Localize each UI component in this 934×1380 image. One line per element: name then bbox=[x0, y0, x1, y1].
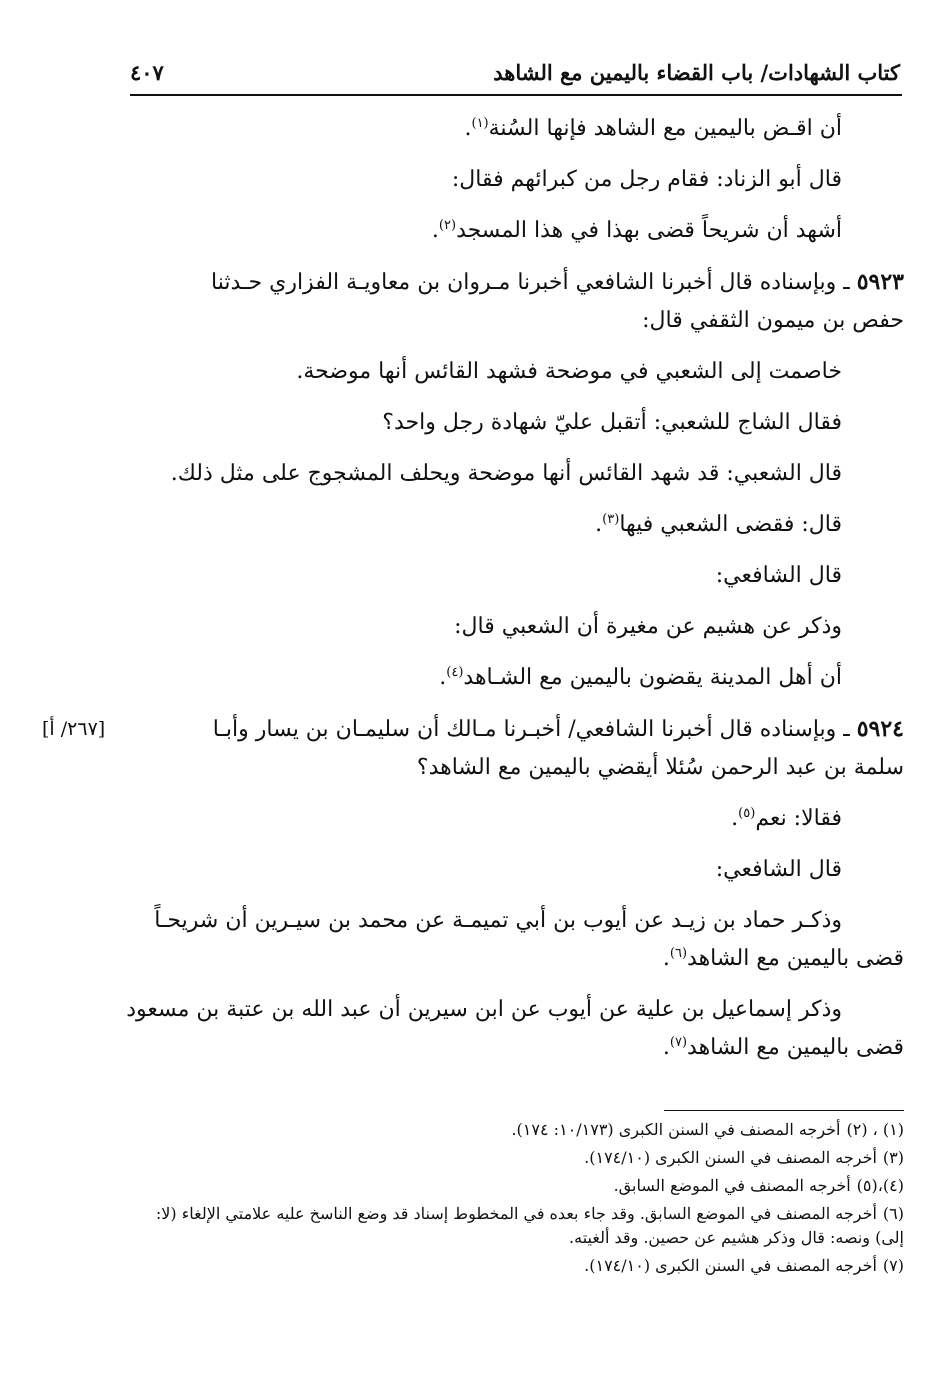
paragraph: خاصمت إلى الشعبي في موضحة فشهد القائس أنها موضحة. bbox=[296, 359, 842, 384]
paragraph: فقالا: نعم$^{(٥)}$. bbox=[731, 806, 842, 831]
footnote-marker[interactable]: (٣) bbox=[602, 512, 620, 527]
footnote: (٦)أخرجه المصنف في الموضع السابق. وقد جاء بعده في المخطوط إسناد قد وضع الناسخ عليه علامتي الإلغاء (لا: إلى) ونصه: قال وذكر هشيم عن حصين. وقد ألغيته. bbox=[155, 1204, 904, 1247]
paragraph: وذكـر حماد بن زيـد عن أيوب بن أبي تميمـة عن محمد بن سيـرين أن شريحـاً قضى باليمين مع الشاهد$^{(٦)}$. bbox=[154, 908, 904, 971]
paragraph: قال الشافعي: bbox=[715, 563, 842, 588]
main-text bbox=[42, 110, 904, 1080]
paragraph: وذكر عن هشيم عن مغيرة أن الشعبي قال: bbox=[454, 614, 842, 639]
hadith-entry: ٥٩٢٣ ـ وبإسناده قال أخبرنا الشافعي أخبرنا مـروان بن معاويـة الفزاري حـدثنا حفص بن ميمون الثقفي قال: bbox=[211, 269, 904, 333]
hadith-entry: [٢٦٧/ أ] ٥٩٢٤ ـ وبإسناده قال أخبرنا الشافعي/ أخبـرنا مـالك أن سليمـان بن يسار وأبـا سلمة بن عبد الرحمن سُئلا أيقضي باليمين مع الشاهد؟ bbox=[128, 710, 904, 787]
paragraph: أن أهل المدينة يقضون باليمين مع الشـاهد$^{(٤)}$. bbox=[439, 665, 842, 690]
paragraph: أن اقـض باليمين مع الشاهد فإنها السُنة$^{(١)}$. bbox=[464, 116, 842, 141]
paragraph: وذكر إسماعيل بن علية عن أيوب عن ابن سيرين أن عبد الله بن عتبة بن مسعود قضى باليمين مع الشاهد$^{(٧)}$. bbox=[126, 997, 904, 1060]
footnote-marker[interactable]: (١) bbox=[471, 116, 489, 131]
paragraph: قال أبو الزناد: فقام رجل من كبرائهم فقال: bbox=[451, 167, 842, 192]
hadith-number: ٥٩٢٤ bbox=[856, 716, 904, 742]
paragraph: أشهد أن شريحاً قضى بهذا في هذا المسجد$^{(٢)}$. bbox=[431, 218, 842, 243]
manuscript-folio-ref: [٢٦٧/ أ] bbox=[42, 718, 106, 740]
footnote-separator bbox=[664, 1110, 904, 1111]
running-header bbox=[130, 58, 902, 96]
hadith-number: ٥٩٢٣ bbox=[856, 269, 904, 295]
paragraph: قال: فقضى الشعبي فيها$^{(٣)}$. bbox=[595, 512, 842, 537]
paragraph: فقال الشاج للشعبي: أتقبل عليّ شهادة رجل واحد؟ bbox=[382, 410, 842, 435]
footnote: (٧)أخرجه المصنف في السنن الكبرى (١٧٤/١٠). bbox=[584, 1256, 904, 1275]
footnote: (٤)،(٥)أخرجه المصنف في الموضع السابق. bbox=[613, 1176, 904, 1195]
footnote-marker[interactable]: (٤) bbox=[446, 665, 464, 680]
chapter-title: كتاب الشهادات/ باب القضاء باليمين مع الشاهد bbox=[493, 60, 900, 85]
footnotes bbox=[150, 1118, 904, 1282]
footnote-marker[interactable]: (٦) bbox=[669, 946, 688, 961]
page-number: ٤٠٧ bbox=[130, 60, 164, 85]
footnote-marker[interactable]: (٥) bbox=[738, 806, 756, 821]
footnote-marker[interactable]: (٧) bbox=[669, 1035, 688, 1050]
footnote: (١) ، (٢)أخرجه المصنف في السنن الكبرى (١٠/١٧٣: ١٧٤). bbox=[511, 1120, 904, 1139]
paragraph: قال الشعبي: قد شهد القائس أنها موضحة ويحلف المشجوج على مثل ذلك. bbox=[170, 461, 842, 486]
footnote-marker[interactable]: (٢) bbox=[438, 218, 457, 233]
footnote: (٣)أخرجه المصنف في السنن الكبرى (١٧٤/١٠). bbox=[584, 1148, 904, 1167]
paragraph: قال الشافعي: bbox=[715, 857, 842, 882]
